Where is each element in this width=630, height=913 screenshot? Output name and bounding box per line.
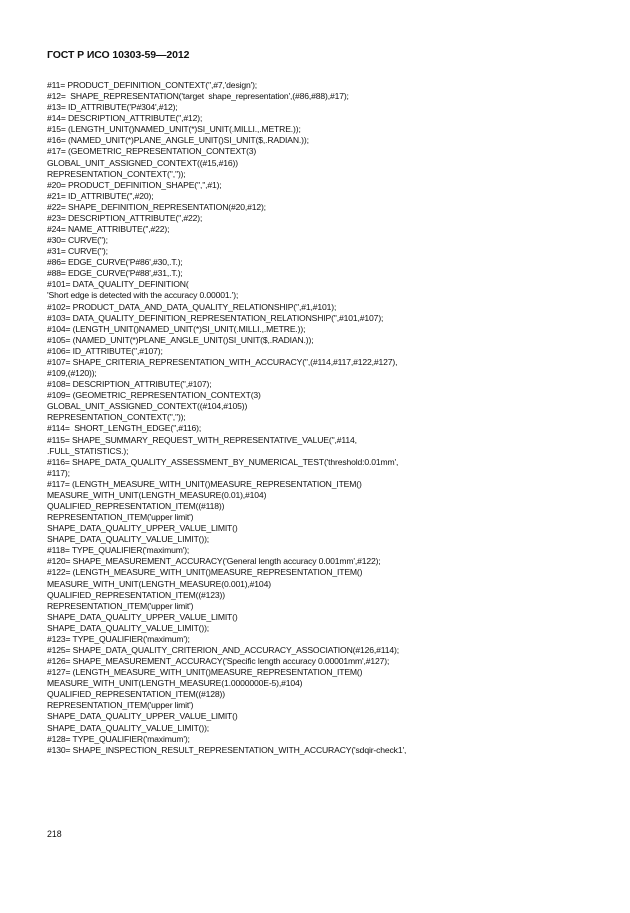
code-line: QUALIFIED_REPRESENTATION_ITEM((#123)): [47, 589, 225, 600]
code-line: #101= DATA_QUALITY_DEFINITION(: [47, 279, 189, 290]
code-line: #17= (GEOMETRIC_REPRESENTATION_CONTEXT(3): [47, 146, 257, 157]
code-line: #130= SHAPE_INSPECTION_RESULT_REPRESENTATION_WITH_ACCURACY('sdqir-check1',: [47, 744, 407, 755]
code-line: #31= CURVE('');: [47, 246, 108, 257]
code-line: 'Short edge is detected with the accuracy 0.00001.');: [47, 290, 239, 301]
code-line: SHAPE_DATA_QUALITY_VALUE_LIMIT());: [47, 722, 210, 733]
code-line: #13= ID_ATTRIBUTE('P#304',#12);: [47, 102, 178, 113]
code-line: REPRESENTATION_ITEM('upper limit'): [47, 700, 194, 711]
code-line: #11= PRODUCT_DEFINITION_CONTEXT('',#7,'design');: [47, 80, 258, 90]
code-line: #21= ID_ATTRIBUTE('',#20);: [47, 190, 154, 201]
code-line: #14= DESCRIPTION_ATTRIBUTE('',#12);: [47, 113, 203, 124]
code-line: #109= (GEOMETRIC_REPRESENTATION_CONTEXT(3): [47, 390, 261, 401]
code-line: #123= TYPE_QUALIFIER('maximum');: [47, 633, 190, 644]
code-line: #105= (NAMED_UNIT(*)PLANE_ANGLE_UNIT()SI_UNIT($,.RADIAN.));: [47, 334, 314, 345]
code-line: #103= DATA_QUALITY_DEFINITION_REPRESENTATION_RELATIONSHIP('',#101,#107);: [47, 312, 384, 323]
step-code-listing: [47, 80, 406, 756]
code-line: REPRESENTATION_CONTEXT('',''));: [47, 168, 186, 179]
code-line: #102= PRODUCT_DATA_AND_DATA_QUALITY_RELATIONSHIP('',#1,#101);: [47, 301, 337, 312]
code-line: GLOBAL_UNIT_ASSIGNED_CONTEXT((#15,#16)): [47, 157, 238, 168]
code-line: #115= SHAPE_SUMMARY_REQUEST_WITH_REPRESENTATIVE_VALUE('',#114,: [47, 434, 357, 445]
code-line: MEASURE_WITH_UNIT(LENGTH_MEASURE(1.0000000E-5),#104): [47, 678, 303, 689]
code-line: #127= (LENGTH_MEASURE_WITH_UNIT()MEASURE_REPRESENTATION_ITEM(): [47, 667, 363, 678]
code-line: #104= (LENGTH_UNIT()NAMED_UNIT(*)SI_UNIT(.MILLI.,.METRE.));: [47, 323, 306, 334]
code-line: #125= SHAPE_DATA_QUALITY_CRITERION_AND_ACCURACY_ASSOCIATION(#126,#114);: [47, 644, 399, 655]
code-line: SHAPE_DATA_QUALITY_UPPER_VALUE_LIMIT(): [47, 611, 238, 622]
code-line: #114= SHORT_LENGTH_EDGE('',#116);: [47, 423, 202, 434]
code-line: SHAPE_DATA_QUALITY_VALUE_LIMIT());: [47, 622, 210, 633]
code-line: #30= CURVE('');: [47, 235, 108, 246]
code-line: #122= (LENGTH_MEASURE_WITH_UNIT()MEASURE_REPRESENTATION_ITEM(): [47, 567, 363, 578]
code-line: #16= (NAMED_UNIT(*)PLANE_ANGLE_UNIT()SI_UNIT($,.RADIAN.));: [47, 135, 309, 146]
document-header-title: ГОСТ Р ИСО 10303-59—2012: [47, 49, 190, 61]
code-line: #22= SHAPE_DEFINITION_REPRESENTATION(#20,#12);: [47, 201, 266, 212]
code-line: GLOBAL_UNIT_ASSIGNED_CONTEXT((#104,#105)): [47, 401, 248, 412]
code-line: MEASURE_WITH_UNIT(LENGTH_MEASURE(0.01),#104): [47, 489, 267, 500]
code-line: REPRESENTATION_ITEM('upper limit'): [47, 600, 194, 611]
code-line: #118= TYPE_QUALIFIER('maximum');: [47, 545, 190, 556]
code-line: SHAPE_DATA_QUALITY_UPPER_VALUE_LIMIT(): [47, 711, 238, 722]
code-line: #108= DESCRIPTION_ATTRIBUTE('',#107);: [47, 379, 212, 390]
code-line: #120= SHAPE_MEASUREMENT_ACCURACY('General length accuracy 0.001mm',#122);: [47, 556, 381, 567]
code-line: QUALIFIED_REPRESENTATION_ITEM((#118)): [47, 500, 225, 511]
code-line: #106= ID_ATTRIBUTE('',#107);: [47, 345, 163, 356]
code-line: MEASURE_WITH_UNIT(LENGTH_MEASURE(0.001),#104): [47, 578, 271, 589]
code-line: SHAPE_DATA_QUALITY_UPPER_VALUE_LIMIT(): [47, 523, 238, 534]
code-line: #88= EDGE_CURVE('P#88',#31,.T.);: [47, 268, 183, 279]
code-line: #20= PRODUCT_DEFINITION_SHAPE('','',#1);: [47, 179, 222, 190]
code-line: .FULL_STATISTICS.);: [47, 445, 129, 456]
code-line: #128= TYPE_QUALIFIER('maximum');: [47, 733, 190, 744]
code-line: #116= SHAPE_DATA_QUALITY_ASSESSMENT_BY_NUMERICAL_TEST('threshold:0.01mm',: [47, 456, 399, 467]
code-line: #117);: [47, 467, 70, 478]
code-line: #86= EDGE_CURVE('P#86',#30,.T.);: [47, 257, 183, 268]
code-line: #24= NAME_ATTRIBUTE('',#22);: [47, 224, 170, 235]
code-line: REPRESENTATION_ITEM('upper limit'): [47, 512, 194, 523]
code-line: #126= SHAPE_MEASUREMENT_ACCURACY('Specific length accuracy 0.00001mm',#127);: [47, 656, 390, 667]
code-line: #12= SHAPE_REPRESENTATION('target shape_representation',(#86,#88),#17);: [47, 91, 349, 102]
page-number: 218: [47, 829, 62, 839]
code-line: #107= SHAPE_CRITERIA_REPRESENTATION_WITH_ACCURACY('',(#114,#117,#122,#127),: [47, 356, 398, 367]
code-line: REPRESENTATION_CONTEXT('',''));: [47, 412, 186, 423]
code-line: SHAPE_DATA_QUALITY_VALUE_LIMIT());: [47, 534, 210, 545]
code-line: #117= (LENGTH_MEASURE_WITH_UNIT()MEASURE_REPRESENTATION_ITEM(): [47, 478, 362, 489]
code-line: #23= DESCRIPTION_ATTRIBUTE('',#22);: [47, 212, 203, 223]
code-line: QUALIFIED_REPRESENTATION_ITEM((#128)): [47, 689, 225, 700]
code-line: #15= (LENGTH_UNIT()NAMED_UNIT(*)SI_UNIT(.MILLI.,.METRE.));: [47, 124, 301, 135]
code-line: #109,(#120));: [47, 368, 97, 379]
